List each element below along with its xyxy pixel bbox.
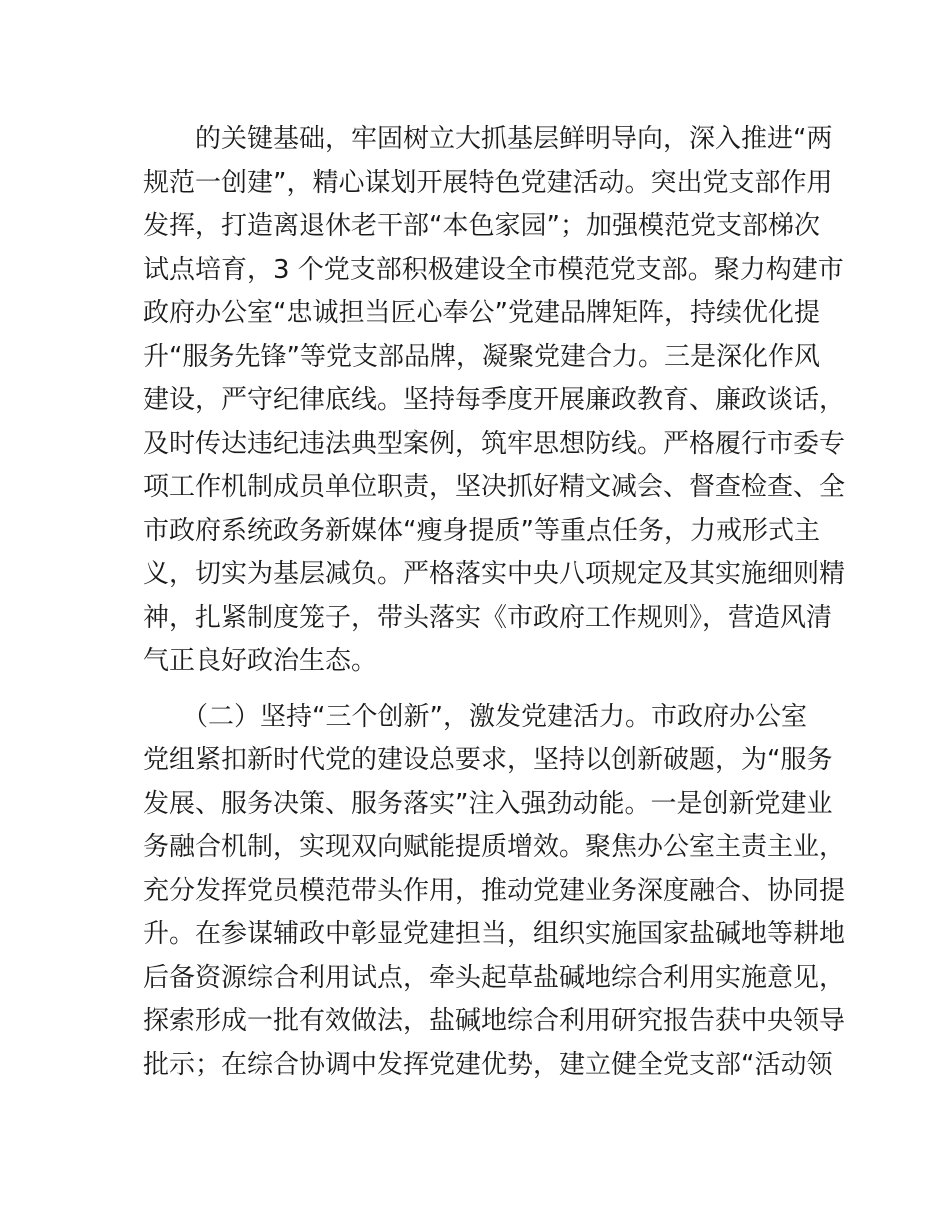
text-line: 党组紧扣新时代党的建设总要求，坚持以创新破题，为“服务 [143,745,833,775]
text-line: 及时传达违纪违法典型案例，筑牢思想防线。严格履行市委专 [143,428,846,459]
text-line: 试点培育，3 个党支部积极建设全市模范党支部。聚力构建市 [143,254,844,285]
text-line: 市政府系统政务新媒体“瘦身提质”等重点任务，力戒形式主 [143,515,820,546]
text-line: 义，切实为基层减负。严格落实中央八项规定及其实施细则精 [143,559,846,589]
text-line: 的关键基础，牢固树立大抓基层鲜明导向，深入推进“两 [143,124,833,154]
text-line: 批示；在综合协调中发挥党建优势，建立健全党支部“活动领 [143,1049,833,1080]
text-line: 规范一创建”，精心谋划开展特色党建活动。突出党支部作用 [143,167,833,198]
paragraph-2 [143,696,846,1088]
text-line: 升“服务先锋”等党支部品牌，凝聚党建合力。三是深化作风 [143,341,820,372]
text-line: 探索形成一批有效做法，盐碱地综合利用研究报告获中央领导 [143,1006,846,1036]
text-line: 气正良好政治生态。 [143,646,378,676]
document-body [143,118,846,1087]
text-line: 务融合机制，实现双向赋能提质增效。聚焦办公室主责主业， [143,832,846,862]
text-line: 充分发挥党员模范带头作用，推动党建业务深度融合、协同提 [143,875,846,906]
text-line: 发展、服务决策、服务落实”注入强劲动能。一是创新党建业 [143,788,833,819]
paragraph-gap [143,684,813,696]
text-line: 神，扎紧制度笼子，带头落实《市政府工作规则》，营造风清 [143,602,833,633]
text-line: （二）坚持“三个创新”，激发党建活力。市政府办公室 [143,701,807,732]
text-line: 后备资源综合利用试点，牵头起草盐碱地综合利用实施意见， [143,962,846,993]
text-line: 项工作机制成员单位职责，坚决抓好精文减会、督查检查、全 [143,472,846,502]
text-line: 发挥，打造离退休老干部“本色家园”；加强模范党支部梯次 [143,211,820,241]
paragraph-1 [143,118,846,684]
text-line: 政府办公室“忠诚担当匠心奉公”党建品牌矩阵，持续优化提 [143,298,820,328]
text-line: 建设，严守纪律底线。坚持每季度开展廉政教育、廉政谈话， [143,385,846,415]
text-line: 升。在参谋辅政中彰显党建担当，组织实施国家盐碱地等耕地 [143,919,846,949]
